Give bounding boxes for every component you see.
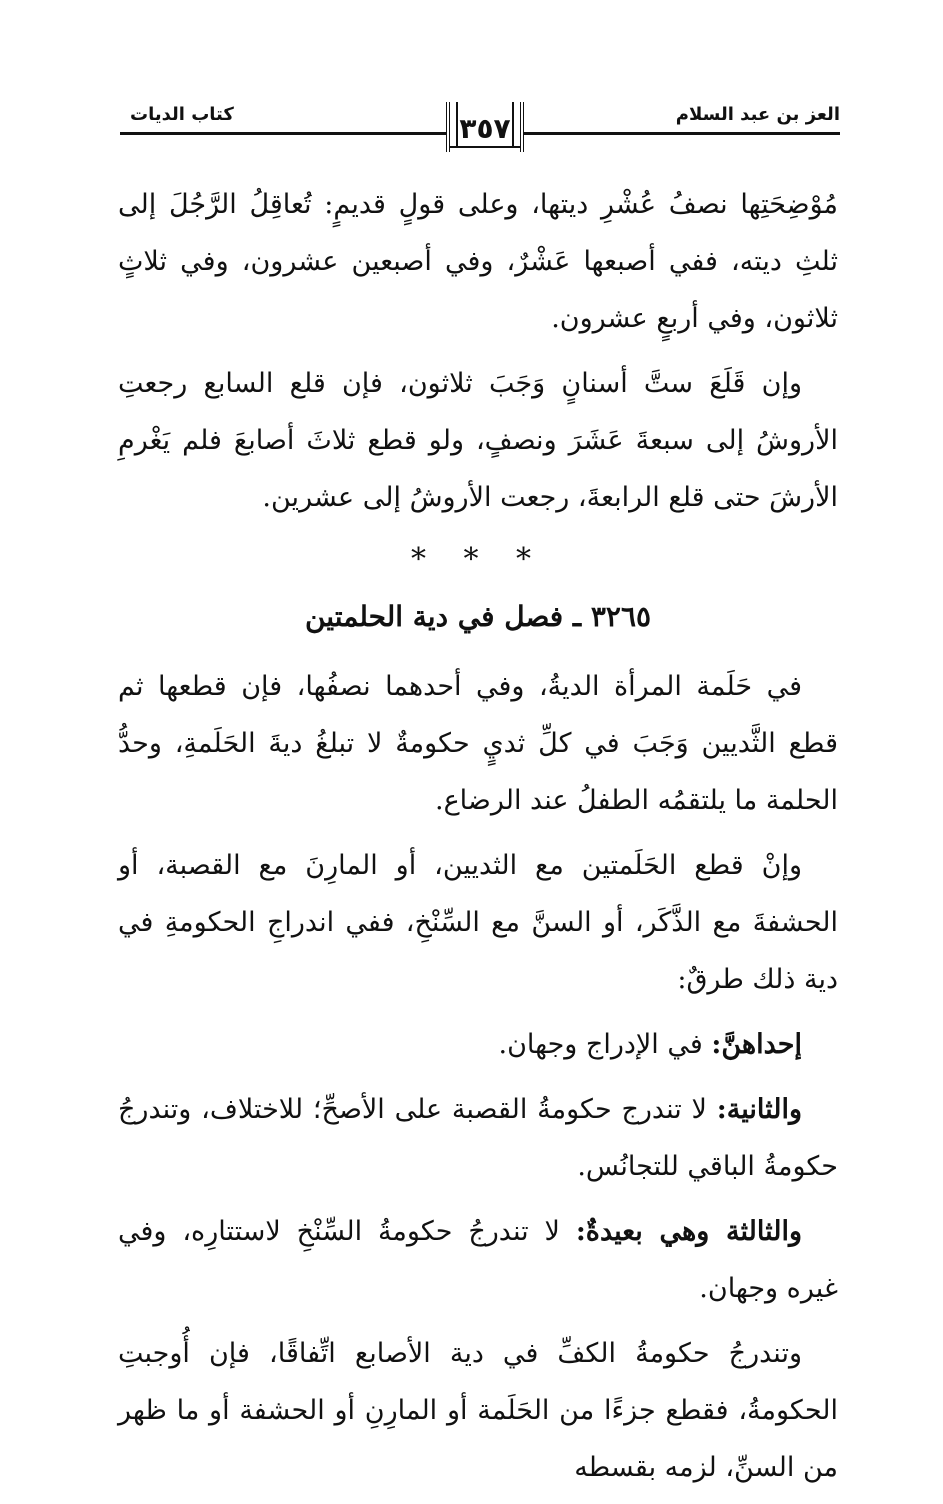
author-name: العز بن عبد السلام [675,104,840,125]
point-item [118,1016,838,1073]
paragraph: مُوْضِحَتِها نصفُ عُشْرِ ديتها، وعلى قولٍ قديمٍ: تُعاقِلُ الرَّجُلَ إلى ثلثِ ديته، ففي أصبعها عَشْرٌ، وفي أصبعين عشرون، وفي ثلاثٍ ثلاثون، وفي أربعٍ عشرون. [118,189,838,334]
paragraph: وتندرجُ حكومةُ الكفِّ في دية الأصابع اتِّفاقًا، فإن أُوجبتِ الحكومةُ، فقطع جزءًا من الحَلَمة أو المارِنِ أو الحشفة أو ما ظهر من السنِّ، لزمه بقسطه [118,1338,838,1483]
point-item [118,1203,838,1317]
body-text [118,176,838,1504]
page-number-frame [446,102,524,152]
header-rule-left [120,132,446,135]
chapter-title: كتاب الديات [130,104,234,125]
paragraph: وإن قَلَعَ ستَّ أسنانٍ وَجَبَ ثلاثون، فإن قلع السابع رجعتِ الأروشُ إلى سبعةَ عَشَرَ ونصفٍ، ولو قطع ثلاثَ أصابعَ فلم يَغْرمِ الأرشَ حتى قلع الرابعةَ، رجعت الأروشُ إلى عشرين. [118,368,838,513]
point-lead: إحداهنَّ: [711,1029,802,1060]
page-number: ٣٥٧ [450,112,520,148]
point-item [118,1081,838,1195]
point-text: في الإدراج وجهان. [498,1029,712,1060]
section-separator: * * * [410,542,546,577]
point-text: لا تندرج حكومةُ القصبة على الأصحِّ؛ للاختلاف، وتندرجُ حكومةُ الباقي للتجانُس. [118,1094,838,1182]
section-title: ٣٢٦٥ ـ فصل في دية الحلمتين [304,600,652,633]
paragraph: وإنْ قطع الحَلَمتين مع الثديين، أو المارِنَ مع القصبة، أو الحشفةَ مع الذَّكَر، أو السنَّ مع السِّنْخِ، ففي اندراجِ الحكومةِ في دية ذلك طرقٌ: [118,850,838,995]
paragraph: في حَلَمة المرأة الديةُ، وفي أحدهما نصفُها، فإن قطعها ثم قطع الثَّديين وَجَبَ في كلِّ ثديٍ حكومةٌ لا تبلغُ ديةَ الحَلَمةِ، وحدُّ الحلمة ما يلتقمُه الطفلُ عند الرضاع. [118,671,838,816]
header-rule-right [524,132,840,135]
point-lead: والثانية: [716,1094,802,1125]
point-lead: والثالثة وهي بعيدةٌ: [575,1216,802,1247]
page-header [120,96,840,156]
point-text: لا تندرجُ حكومةُ السِّنْخِ لاستتارِه، وفي غيره وجهان. [118,1216,838,1304]
